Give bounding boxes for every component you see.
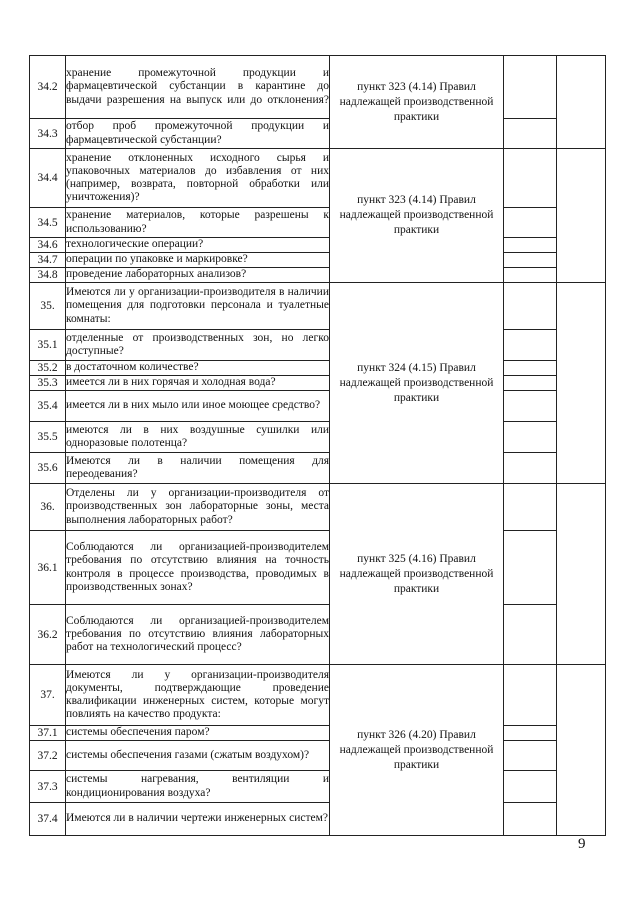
- table-row: [30, 484, 606, 531]
- item-number: 34.6: [30, 238, 66, 253]
- item-number: 34.3: [30, 119, 66, 149]
- item-number: 35.3: [30, 376, 66, 391]
- regulation-reference: пункт 324 (4.15) Правил надлежащей производственной практики: [330, 283, 504, 484]
- table-row: [30, 253, 606, 268]
- table-row: [30, 361, 606, 376]
- table-row: [30, 330, 606, 361]
- notes-cell[interactable]: [557, 484, 606, 665]
- table-row: [30, 119, 606, 149]
- item-question: имеется ли в них мыло или иное моющее средство?: [66, 391, 330, 422]
- item-number: 35.5: [30, 422, 66, 453]
- answer-cell[interactable]: [504, 330, 557, 361]
- item-question: имеется ли в них горячая и холодная вода?: [66, 376, 330, 391]
- answer-cell[interactable]: [504, 422, 557, 453]
- answer-cell[interactable]: [504, 391, 557, 422]
- item-question: Отделены ли у организации-производителя от производственных зон лабораторные зоны, места выполнения лабораторных работ?: [66, 484, 330, 531]
- item-number: 37.: [30, 665, 66, 726]
- item-number: 37.1: [30, 726, 66, 741]
- table-row: [30, 422, 606, 453]
- item-question: в достаточном количестве?: [66, 361, 330, 376]
- answer-cell[interactable]: [504, 119, 557, 149]
- table-row: [30, 149, 606, 208]
- table-row: [30, 803, 606, 836]
- notes-cell[interactable]: [557, 149, 606, 283]
- table-row: [30, 726, 606, 741]
- table-row: [30, 605, 606, 665]
- item-number: 34.2: [30, 56, 66, 119]
- item-question: Имеются ли в наличии чертежи инженерных систем?: [66, 803, 330, 836]
- item-question: системы обеспечения паром?: [66, 726, 330, 741]
- notes-cell[interactable]: [557, 665, 606, 836]
- table-row: [30, 283, 606, 330]
- item-number: 35.4: [30, 391, 66, 422]
- item-number: 35.1: [30, 330, 66, 361]
- item-question: Имеются ли в наличии помещения для переодевания?: [66, 453, 330, 484]
- item-number: 36.1: [30, 531, 66, 605]
- table-row: [30, 741, 606, 771]
- answer-cell[interactable]: [504, 484, 557, 531]
- table-row: [30, 268, 606, 283]
- table-row: [30, 391, 606, 422]
- item-question: операции по упаковке и маркировке?: [66, 253, 330, 268]
- item-number: 37.2: [30, 741, 66, 771]
- item-number: 35.6: [30, 453, 66, 484]
- item-number: 36.: [30, 484, 66, 531]
- item-number: 35.: [30, 283, 66, 330]
- answer-cell[interactable]: [504, 665, 557, 726]
- table-row: [30, 453, 606, 484]
- item-number: 37.4: [30, 803, 66, 836]
- table-row: [30, 56, 606, 119]
- item-number: 34.4: [30, 149, 66, 208]
- item-question: Имеются ли у организации-производителя в наличии помещения для подготовки персонала и туалетные комнаты:: [66, 283, 330, 330]
- answer-cell[interactable]: [504, 253, 557, 268]
- table-row: [30, 771, 606, 803]
- item-number: 34.7: [30, 253, 66, 268]
- notes-cell[interactable]: [557, 56, 606, 149]
- answer-cell[interactable]: [504, 531, 557, 605]
- answer-cell[interactable]: [504, 376, 557, 391]
- item-question: отбор проб промежуточной продукции и фармацевтической субстанции?: [66, 119, 330, 149]
- answer-cell[interactable]: [504, 726, 557, 741]
- item-number: 36.2: [30, 605, 66, 665]
- item-number: 35.2: [30, 361, 66, 376]
- answer-cell[interactable]: [504, 803, 557, 836]
- answer-cell[interactable]: [504, 453, 557, 484]
- table-row: [30, 376, 606, 391]
- item-question: технологические операции?: [66, 238, 330, 253]
- checklist-table: [29, 55, 606, 836]
- table-row: [30, 531, 606, 605]
- item-question: системы обеспечения газами (сжатым воздухом)?: [66, 741, 330, 771]
- answer-cell[interactable]: [504, 238, 557, 253]
- item-number: 34.8: [30, 268, 66, 283]
- item-question: Соблюдаются ли организацией-производителем требования по отсутствию влияния лабораторных работ на технологический процесс?: [66, 605, 330, 665]
- answer-cell[interactable]: [504, 283, 557, 330]
- regulation-reference: пункт 323 (4.14) Правил надлежащей производственной практики: [330, 149, 504, 283]
- answer-cell[interactable]: [504, 771, 557, 803]
- item-question: хранение отклоненных исходного сырья и упаковочных материалов до избавления от них (например, возврата, повторной обработки или уничтожения)?: [66, 149, 330, 208]
- item-question: системы нагревания, вентиляции и кондиционирования воздуха?: [66, 771, 330, 803]
- regulation-reference: пункт 325 (4.16) Правил надлежащей производственной практики: [330, 484, 504, 665]
- item-question: хранение промежуточной продукции и фармацевтической субстанции в карантине до выдачи разрешения на выпуск или до отклонения?: [66, 56, 330, 119]
- table-row: [30, 665, 606, 726]
- answer-cell[interactable]: [504, 56, 557, 119]
- item-question: проведение лабораторных анализов?: [66, 268, 330, 283]
- answer-cell[interactable]: [504, 361, 557, 376]
- answer-cell[interactable]: [504, 208, 557, 238]
- answer-cell[interactable]: [504, 149, 557, 208]
- table-row: [30, 238, 606, 253]
- item-number: 34.5: [30, 208, 66, 238]
- item-question: хранение материалов, которые разрешены к использованию?: [66, 208, 330, 238]
- page-number: 9: [578, 836, 586, 852]
- regulation-reference: пункт 323 (4.14) Правил надлежащей производственной практики: [330, 56, 504, 149]
- answer-cell[interactable]: [504, 268, 557, 283]
- item-number: 37.3: [30, 771, 66, 803]
- regulation-reference: пункт 326 (4.20) Правил надлежащей производственной практики: [330, 665, 504, 836]
- item-question: Имеются ли у организации-производителя документы, подтверждающие проведение квалификации инженерных систем, которые могут повлиять на качество продукта:: [66, 665, 330, 726]
- item-question: отделенные от производственных зон, но легко доступные?: [66, 330, 330, 361]
- item-question: имеются ли в них воздушные сушилки или одноразовые полотенца?: [66, 422, 330, 453]
- table-row: [30, 208, 606, 238]
- answer-cell[interactable]: [504, 741, 557, 771]
- answer-cell[interactable]: [504, 605, 557, 665]
- item-question: Соблюдаются ли организацией-производителем требования по отсутствию влияния на точность контроля в процессе производства, проводимых в производственных зонах?: [66, 531, 330, 605]
- notes-cell[interactable]: [557, 283, 606, 484]
